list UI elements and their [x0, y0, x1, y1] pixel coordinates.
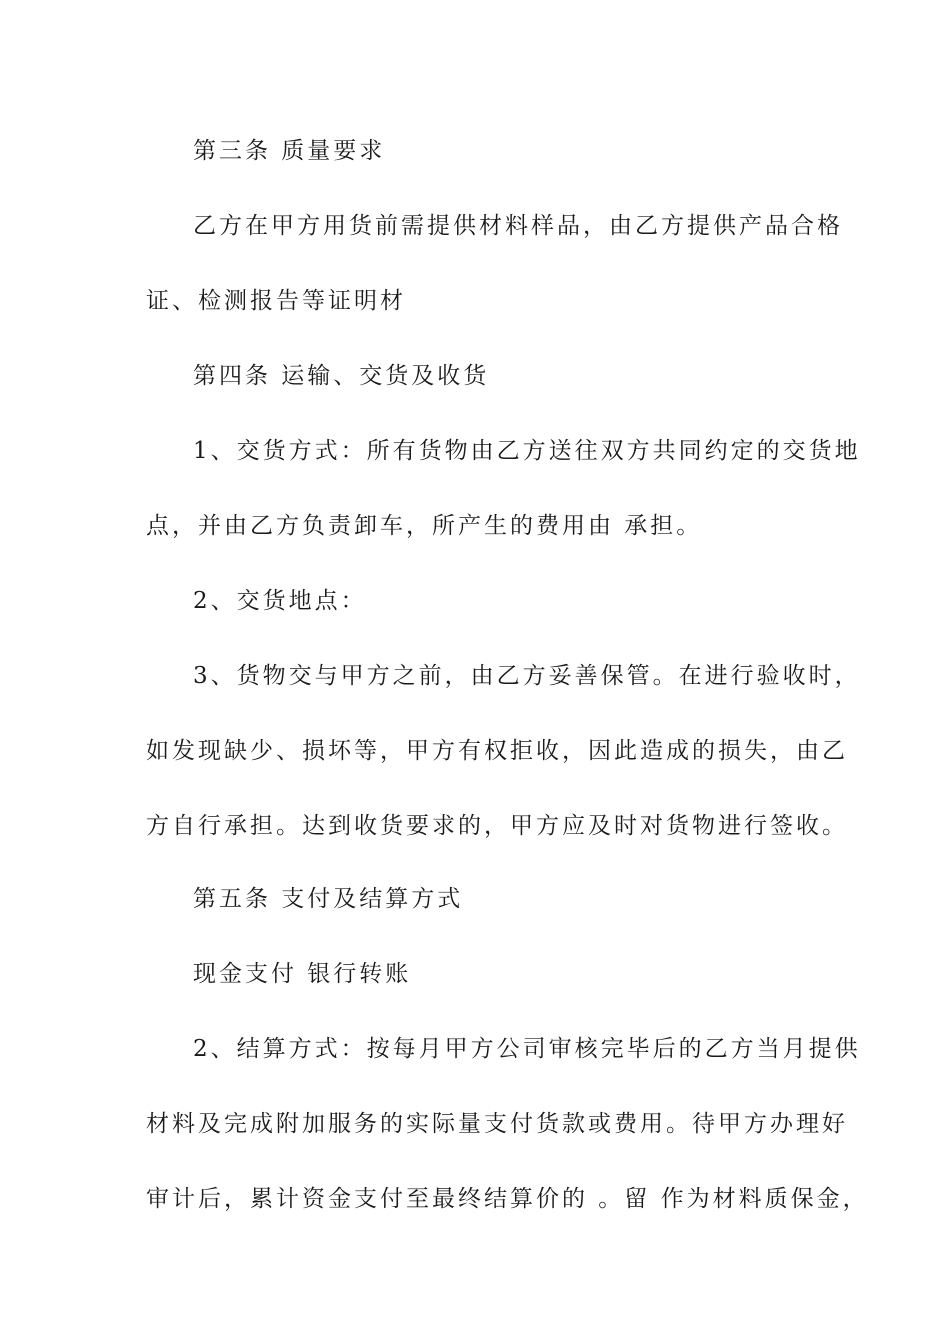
paragraph-line: 3、货物交与甲方之前，由乙方妥善保管。在进行验收时， — [193, 663, 861, 689]
paragraph-line: 方自行承担。达到收货要求的，甲方应及时对货物进行签收。 — [146, 813, 848, 839]
paragraph-line: 乙方在甲方用货前需提供材料样品，由乙方提供产品合格 — [193, 213, 843, 239]
paragraph-line: 2、交货地点： — [193, 588, 367, 614]
section-heading-article-4: 第四条 运输、交货及收货 — [193, 363, 490, 389]
paragraph-line: 证、检测报告等证明材 — [146, 288, 406, 314]
paragraph-line: 审计后，累计资金支付至最终结算价的 。留 作为材料质保金， — [146, 1186, 869, 1212]
paragraph-line: 2、结算方式：按每月甲方公司审核完毕后的乙方当月提供 — [193, 1036, 861, 1062]
section-heading-article-5: 第五条 支付及结算方式 — [193, 886, 464, 912]
paragraph-line: 点，并由乙方负责卸车，所产生的费用由 承担。 — [146, 513, 703, 539]
section-heading-article-3: 第三条 质量要求 — [193, 138, 386, 164]
paragraph-line: 如发现缺少、损坏等，甲方有权拒收，因此造成的损失，由乙 — [146, 738, 848, 764]
paragraph-line: 现金支付 银行转账 — [193, 961, 412, 987]
paragraph-line: 1、交货方式：所有货物由乙方送往双方共同约定的交货地 — [193, 438, 861, 464]
paragraph-line: 材料及完成附加服务的实际量支付货款或费用。待甲方办理好 — [146, 1111, 848, 1137]
